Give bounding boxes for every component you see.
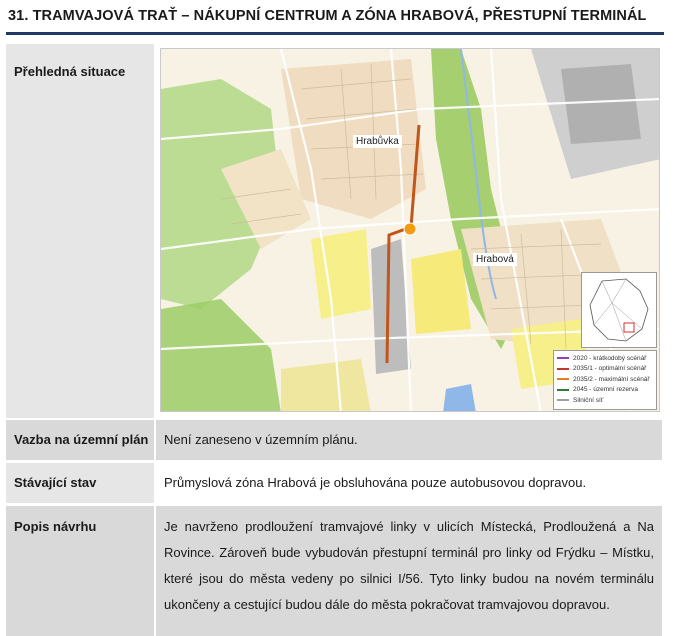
- proposal-label-cell: [6, 506, 154, 636]
- plan-label: Vazba na územní plán: [14, 432, 149, 447]
- legend-swatch: [557, 357, 569, 359]
- legend-swatch: [557, 389, 569, 391]
- legend-row: [557, 353, 653, 364]
- situation-label-cell: [6, 44, 154, 418]
- legend-label: 2045 - územní rezerva: [573, 386, 639, 394]
- legend-swatch: [557, 368, 569, 370]
- inset-map: [581, 272, 657, 348]
- legend-label: 2035/2 - maximální scénář: [573, 375, 650, 383]
- legend-swatch: [557, 399, 569, 401]
- legend-row: [557, 395, 653, 406]
- legend-row: [557, 364, 653, 375]
- proposal-label: Popis návrhu: [14, 519, 97, 534]
- plan-value-cell: [156, 420, 662, 460]
- map-label-hrabova: Hrabová: [473, 253, 517, 266]
- proposal-value-cell: [156, 506, 662, 636]
- legend-label: 2020 - krátkodobý scénář: [573, 354, 647, 362]
- plan-label-cell: [6, 420, 154, 460]
- map-label-hrabuvka: Hrabůvka: [353, 135, 402, 148]
- legend-label: Silniční síť: [573, 396, 604, 404]
- page-title: 31. TRAMVAJOVÁ TRAŤ – NÁKUPNÍ CENTRUM A ZÓNA HRABOVÁ, PŘESTUPNÍ TERMINÁL: [8, 8, 647, 24]
- state-label-cell: [6, 463, 154, 503]
- legend-row: [557, 385, 653, 396]
- proposal-value: Je navrženo prodloužení tramvajové linky v ulicích Místecká, Prodloužená a Na Rovince. Zároveň bude vybudován přestupní terminál pro linky od Frýdku – Místku, které jsou do města vedeny po silnici I/56. Tyto linky budou na novém terminálu ukončeny a cestující budou dále do města pokračovat tramvajovou dopravou.: [164, 519, 654, 612]
- map-legend: [553, 350, 657, 410]
- state-label: Stávající stav: [14, 475, 97, 490]
- legend-label: 2035/1 - optimální scénář: [573, 365, 647, 373]
- legend-swatch: [557, 378, 569, 380]
- situation-label: Přehledná situace: [14, 64, 126, 79]
- terminal-marker: [404, 223, 416, 235]
- title-rule: [6, 32, 664, 35]
- plan-value: Není zaneseno v územním plánu.: [164, 432, 358, 447]
- legend-row: [557, 374, 653, 385]
- state-value: Průmyslová zóna Hrabová je obsluhována pouze autobusovou dopravou.: [164, 475, 587, 490]
- state-value-cell: [156, 463, 662, 503]
